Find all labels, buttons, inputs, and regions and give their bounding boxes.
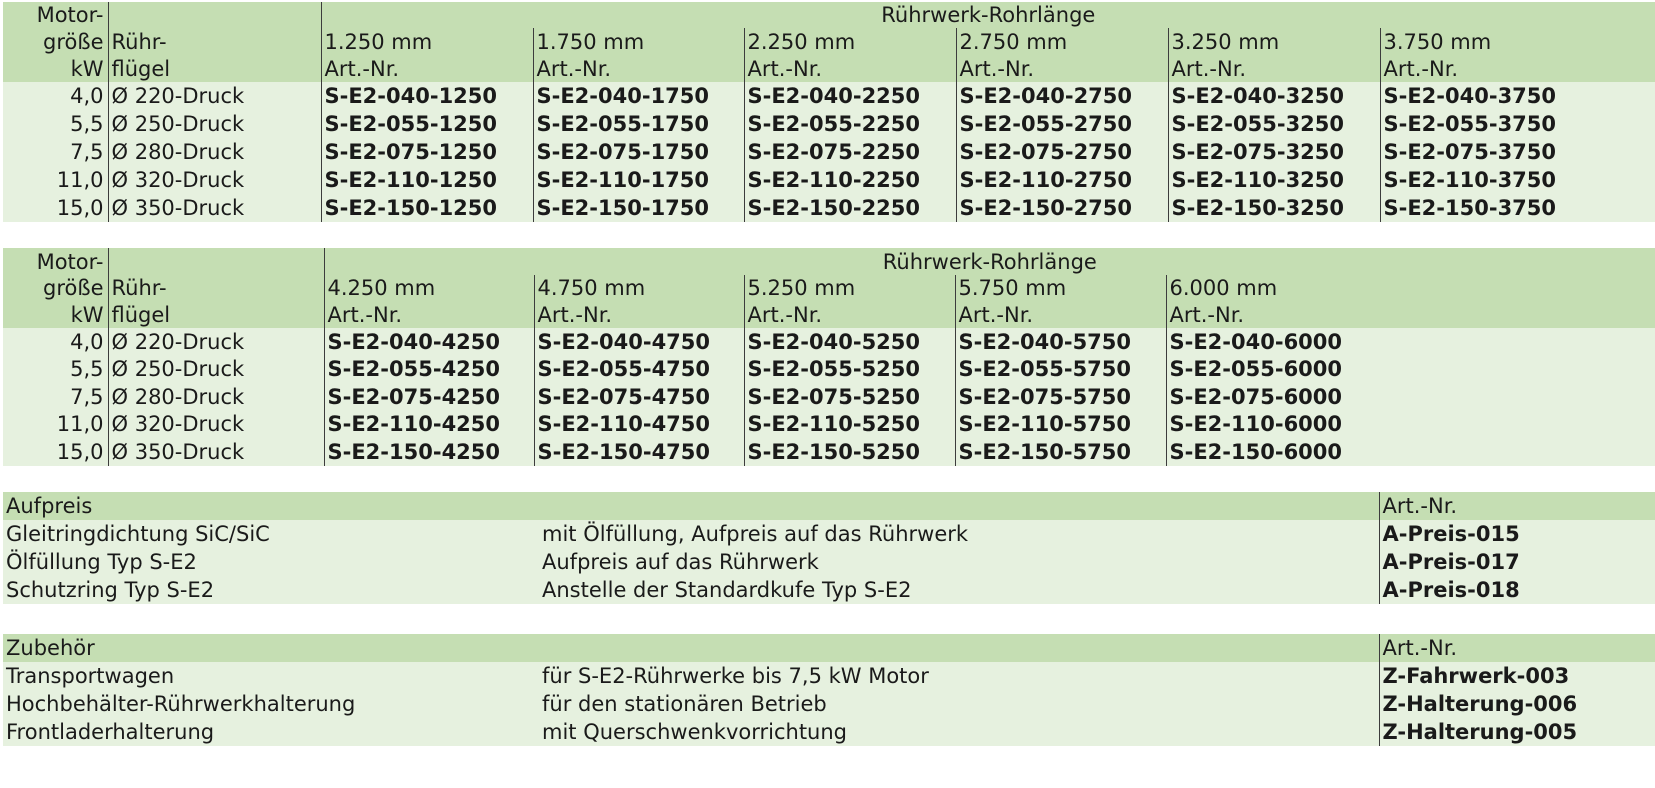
art-nr: S-E2-110-6000 xyxy=(1166,411,1378,439)
table-row xyxy=(3,82,1655,110)
column-length: 2.250 mm xyxy=(744,28,956,55)
option-description: Aufpreis auf das Rührwerk xyxy=(539,548,1379,576)
column-art-nr: Art.-Nr. xyxy=(324,301,534,328)
aufpreis-title: Aufpreis xyxy=(3,492,1379,520)
art-nr: S-E2-040-2750 xyxy=(956,82,1168,110)
art-nr: S-E2-040-1750 xyxy=(533,82,744,110)
table-row xyxy=(3,690,1655,718)
header-group-title: Rührwerk-Rohrlänge xyxy=(324,248,1655,275)
table-row xyxy=(3,383,1655,411)
header-motor-line3: kW xyxy=(3,301,108,328)
ruehrfluegel: Ø 250-Druck xyxy=(108,356,324,384)
art-nr: S-E2-040-1250 xyxy=(321,82,533,110)
option-description: Anstelle der Standardkufe Typ S-E2 xyxy=(539,576,1379,604)
art-nr: S-E2-040-5250 xyxy=(744,328,955,356)
art-nr: S-E2-055-2250 xyxy=(744,110,956,138)
ruehrfluegel: Ø 280-Druck xyxy=(108,383,324,411)
motor-kw: 15,0 xyxy=(3,438,108,466)
accessory-description: für den stationären Betrieb xyxy=(539,690,1379,718)
art-nr: S-E2-055-4750 xyxy=(534,356,744,384)
art-nr: S-E2-075-5750 xyxy=(955,383,1166,411)
header-fluegel-line2: flügel xyxy=(108,301,324,328)
aufpreis-table xyxy=(3,492,1655,604)
motor-kw: 15,0 xyxy=(3,194,108,222)
column-length: 5.250 mm xyxy=(744,275,955,301)
accessory-description: für S-E2-Rührwerke bis 7,5 kW Motor xyxy=(539,662,1379,690)
header-motor-line1: Motor- xyxy=(3,248,108,275)
ruehrfluegel: Ø 220-Druck xyxy=(108,82,321,110)
table-row xyxy=(3,438,1655,466)
ruehrfluegel: Ø 220-Druck xyxy=(108,328,324,356)
art-nr: Z-Halterung-005 xyxy=(1379,718,1655,746)
motor-kw: 5,5 xyxy=(3,110,108,138)
zubehoer-title: Zubehör xyxy=(3,634,1379,662)
column-length: 4.250 mm xyxy=(324,275,534,301)
header-fluegel-line1: Rühr- xyxy=(108,275,324,301)
art-nr: A-Preis-015 xyxy=(1379,520,1655,548)
motor-kw: 7,5 xyxy=(3,138,108,166)
table-row xyxy=(3,662,1655,690)
column-art-nr: Art.-Nr. xyxy=(744,301,955,328)
art-nr: S-E2-055-5250 xyxy=(744,356,955,384)
motor-kw: 5,5 xyxy=(3,356,108,384)
art-nr: S-E2-075-1250 xyxy=(321,138,533,166)
art-nr: S-E2-150-3250 xyxy=(1168,194,1380,222)
column-length: 3.250 mm xyxy=(1168,28,1380,55)
rohrlaenge-table-1 xyxy=(3,2,1655,222)
column-length: 5.750 mm xyxy=(955,275,1166,301)
table-row xyxy=(3,110,1655,138)
option-name: Ölfüllung Typ S-E2 xyxy=(3,548,539,576)
art-nr: S-E2-150-2250 xyxy=(744,194,956,222)
art-nr: S-E2-075-2250 xyxy=(744,138,956,166)
art-nr: S-E2-075-2750 xyxy=(956,138,1168,166)
table-row xyxy=(3,411,1655,439)
column-art-nr: Art.-Nr. xyxy=(321,55,533,82)
art-nr: S-E2-110-2750 xyxy=(956,166,1168,194)
accessory-description: mit Querschwenkvorrichtung xyxy=(539,718,1379,746)
art-nr: S-E2-075-5250 xyxy=(744,383,955,411)
column-art-nr: Art.-Nr. xyxy=(533,55,744,82)
table-row xyxy=(3,576,1655,604)
art-nr: S-E2-075-4750 xyxy=(534,383,744,411)
header-motor-line2: größe xyxy=(3,275,108,301)
art-nr: S-E2-040-4750 xyxy=(534,328,744,356)
column-length: 4.750 mm xyxy=(534,275,744,301)
art-nr: S-E2-150-6000 xyxy=(1166,438,1378,466)
rohrlaenge-table-2 xyxy=(3,248,1655,466)
art-nr: S-E2-040-3250 xyxy=(1168,82,1380,110)
art-nr: S-E2-075-1750 xyxy=(533,138,744,166)
motor-kw: 4,0 xyxy=(3,82,108,110)
column-art-nr: Art.-Nr. xyxy=(1380,55,1655,82)
table-row xyxy=(3,194,1655,222)
header-motor-line1: Motor- xyxy=(3,2,108,28)
column-length: 1.750 mm xyxy=(533,28,744,55)
art-nr: S-E2-055-5750 xyxy=(955,356,1166,384)
table-row xyxy=(3,520,1655,548)
art-nr: S-E2-055-2750 xyxy=(956,110,1168,138)
ruehrfluegel: Ø 280-Druck xyxy=(108,138,321,166)
art-nr: S-E2-075-6000 xyxy=(1166,383,1378,411)
art-nr: S-E2-150-3750 xyxy=(1380,194,1655,222)
table-row xyxy=(3,328,1655,356)
art-nr: S-E2-055-4250 xyxy=(324,356,534,384)
art-nr: S-E2-110-3250 xyxy=(1168,166,1380,194)
ruehrfluegel: Ø 250-Druck xyxy=(108,110,321,138)
art-nr: S-E2-055-1750 xyxy=(533,110,744,138)
option-name: Gleitringdichtung SiC/SiC xyxy=(3,520,539,548)
art-nr: S-E2-110-5750 xyxy=(955,411,1166,439)
zubehoer-art-header: Art.-Nr. xyxy=(1379,634,1655,662)
column-art-nr: Art.-Nr. xyxy=(1168,55,1380,82)
art-nr: S-E2-040-2250 xyxy=(744,82,956,110)
art-nr: S-E2-150-5250 xyxy=(744,438,955,466)
art-nr: S-E2-110-4750 xyxy=(534,411,744,439)
zubehoer-table xyxy=(3,634,1655,746)
table-row xyxy=(3,718,1655,746)
art-nr: S-E2-040-4250 xyxy=(324,328,534,356)
table-row xyxy=(3,356,1655,384)
art-nr: S-E2-040-6000 xyxy=(1166,328,1378,356)
ruehrfluegel: Ø 320-Druck xyxy=(108,166,321,194)
art-nr: S-E2-075-3750 xyxy=(1380,138,1655,166)
art-nr: S-E2-110-4250 xyxy=(324,411,534,439)
header-motor-line3: kW xyxy=(3,55,108,82)
table-row xyxy=(3,166,1655,194)
art-nr: S-E2-040-3750 xyxy=(1380,82,1655,110)
art-nr: Z-Fahrwerk-003 xyxy=(1379,662,1655,690)
art-nr: A-Preis-017 xyxy=(1379,548,1655,576)
column-length: 3.750 mm xyxy=(1380,28,1655,55)
art-nr: S-E2-150-5750 xyxy=(955,438,1166,466)
column-art-nr: Art.-Nr. xyxy=(1166,301,1378,328)
table-row xyxy=(3,548,1655,576)
header-group-title: Rührwerk-Rohrlänge xyxy=(321,2,1655,28)
column-art-nr: Art.-Nr. xyxy=(534,301,744,328)
art-nr: S-E2-150-1250 xyxy=(321,194,533,222)
art-nr: S-E2-055-3750 xyxy=(1380,110,1655,138)
art-nr: S-E2-075-3250 xyxy=(1168,138,1380,166)
motor-kw: 11,0 xyxy=(3,411,108,439)
motor-kw: 7,5 xyxy=(3,383,108,411)
art-nr: S-E2-150-4250 xyxy=(324,438,534,466)
column-art-nr: Art.-Nr. xyxy=(744,55,956,82)
motor-kw: 11,0 xyxy=(3,166,108,194)
table-row xyxy=(3,138,1655,166)
column-art-nr: Art.-Nr. xyxy=(956,55,1168,82)
option-description: mit Ölfüllung, Aufpreis auf das Rührwerk xyxy=(539,520,1379,548)
accessory-name: Hochbehälter-Rührwerkhalterung xyxy=(3,690,539,718)
ruehrfluegel: Ø 350-Druck xyxy=(108,438,324,466)
art-nr: S-E2-055-3250 xyxy=(1168,110,1380,138)
accessory-name: Frontladerhalterung xyxy=(3,718,539,746)
ruehrfluegel: Ø 320-Druck xyxy=(108,411,324,439)
header-fluegel-line1: Rühr- xyxy=(108,28,321,55)
art-nr: Z-Halterung-006 xyxy=(1379,690,1655,718)
art-nr: S-E2-075-4250 xyxy=(324,383,534,411)
header-fluegel-line2: flügel xyxy=(108,55,321,82)
accessory-name: Transportwagen xyxy=(3,662,539,690)
column-art-nr: Art.-Nr. xyxy=(955,301,1166,328)
art-nr: S-E2-055-1250 xyxy=(321,110,533,138)
art-nr: A-Preis-018 xyxy=(1379,576,1655,604)
art-nr: S-E2-110-3750 xyxy=(1380,166,1655,194)
column-length: 1.250 mm xyxy=(321,28,533,55)
art-nr: S-E2-110-5250 xyxy=(744,411,955,439)
art-nr: S-E2-110-2250 xyxy=(744,166,956,194)
art-nr: S-E2-055-6000 xyxy=(1166,356,1378,384)
art-nr: S-E2-110-1750 xyxy=(533,166,744,194)
art-nr: S-E2-150-2750 xyxy=(956,194,1168,222)
art-nr: S-E2-040-5750 xyxy=(955,328,1166,356)
art-nr: S-E2-150-4750 xyxy=(534,438,744,466)
option-name: Schutzring Typ S-E2 xyxy=(3,576,539,604)
art-nr: S-E2-150-1750 xyxy=(533,194,744,222)
column-length: 2.750 mm xyxy=(956,28,1168,55)
motor-kw: 4,0 xyxy=(3,328,108,356)
aufpreis-art-header: Art.-Nr. xyxy=(1379,492,1655,520)
column-length: 6.000 mm xyxy=(1166,275,1378,301)
art-nr: S-E2-110-1250 xyxy=(321,166,533,194)
header-motor-line2: größe xyxy=(3,28,108,55)
ruehrfluegel: Ø 350-Druck xyxy=(108,194,321,222)
